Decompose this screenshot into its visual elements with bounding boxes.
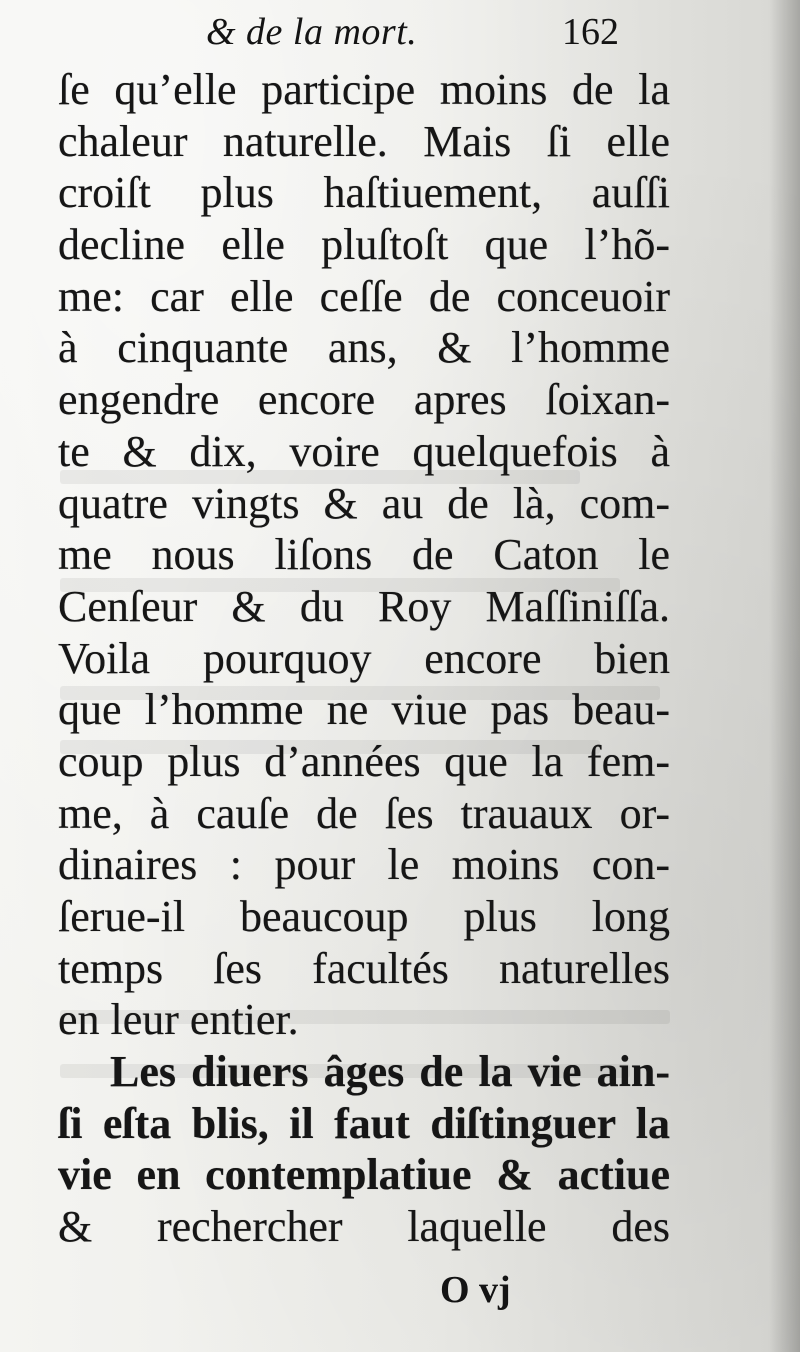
text-line: me, à cauſe de ſes trauaux or- <box>58 788 670 838</box>
page-footer <box>0 1268 800 1318</box>
body-text <box>58 64 670 1253</box>
text-line: Voila pourquoy encore bien <box>58 633 670 683</box>
page-number: 162 <box>562 11 619 53</box>
text-line: dinaires : pour le moins con- <box>58 840 670 890</box>
page-edge-shadow <box>770 0 800 1352</box>
text-line: vie en contemplatiue & actiue <box>58 1150 670 1200</box>
text-line: à cinquante ans, & l’homme <box>58 323 670 373</box>
text-line: coup plus d’années que la fem- <box>58 736 670 786</box>
text-line: que l’homme ne viue pas beau- <box>58 685 670 735</box>
text-line: en leur entier. <box>58 995 299 1045</box>
text-line: decline elle pluſtoſt que l’hõ- <box>58 220 670 270</box>
signature-mark: O vj <box>440 1269 511 1311</box>
text-line: me: car elle ceſſe de conceuoir <box>58 271 670 321</box>
text-line: ſe qu’elle participe moins de la <box>58 65 670 114</box>
text-line: me nous liſons de Caton le <box>58 530 670 580</box>
text-line: chaleur naturelle. Mais ſi elle <box>58 116 670 166</box>
running-head <box>0 6 800 56</box>
text-line: quatre vingts & au de là, com- <box>58 478 670 528</box>
paragraph-start-line: Les diuers âges de la vie ain- <box>110 1047 670 1097</box>
text-line: ſerue-il beaucoup plus long <box>58 892 670 941</box>
text-line: croiſt plus haſtiuement, auſſi <box>58 168 670 218</box>
text-line: Cenſeur & du Roy Maſſiniſſa. <box>58 581 670 631</box>
text-line: ſi eſta blis, il faut diſtinguer la <box>58 1098 670 1148</box>
text-line: temps ſes facultés naturelles <box>58 943 670 993</box>
text-line: engendre encore apres ſoixan- <box>58 375 670 425</box>
running-title: & de la mort. <box>206 11 418 53</box>
text-line: & rechercher laquelle des <box>58 1202 670 1252</box>
text-line: te & dix, voire quelquefois à <box>58 426 670 476</box>
